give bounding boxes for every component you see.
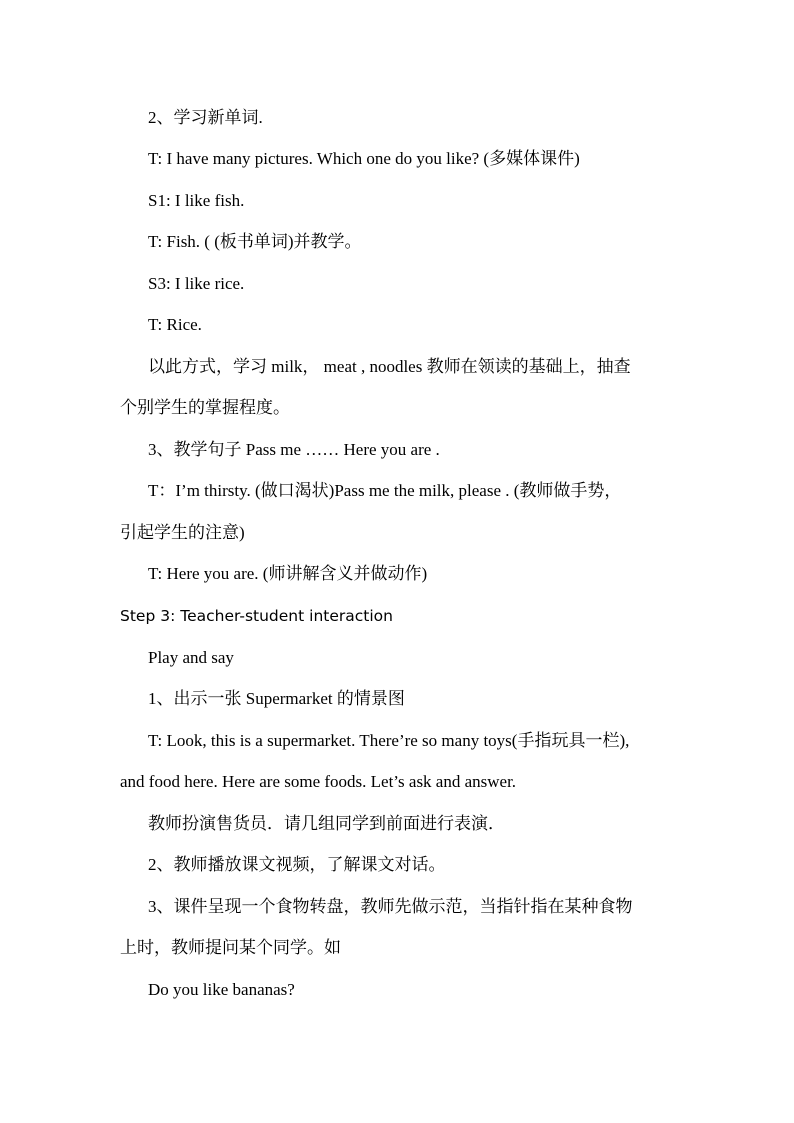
dialogue-line: T: Rice. (148, 315, 202, 334)
list-item: 3、课件呈现一个食物转盘，教师先做示范，当指针指在某种食物 (148, 897, 633, 916)
dialogue-line: S3: I like rice. (148, 274, 245, 293)
dialogue-line: T: Look, this is a supermarket. There’re so many toys(手指玩具一栏), (148, 731, 630, 750)
paragraph-line: 教师扮演售货员．请几组同学到前面进行表演． (148, 814, 505, 833)
list-item: 2、教师播放课文视频，了解课文对话。 (148, 855, 446, 874)
paragraph-line: and food here. Here are some foods. Let’s ask and answer. (120, 772, 517, 791)
dialogue-line: T: Fish. ( (板书单词)并教学。 (148, 232, 362, 251)
section-3-title: 3、教学句子 Pass me …… Here you are . (148, 440, 440, 459)
dialogue-line: T：I’m thirsty. (做口渴状)Pass me the milk, please . (教师做手势， (148, 481, 622, 500)
dialogue-line: S1: I like fish. (148, 191, 245, 210)
example-line: Do you like bananas? (148, 980, 295, 999)
section-2-title: 2、学习新单词. (148, 108, 263, 127)
step-heading: Step 3: Teacher-student interaction (120, 607, 393, 625)
list-item: 1、出示一张 Supermarket 的情景图 (148, 689, 405, 708)
subheading: Play and say (148, 648, 234, 667)
paragraph-line: 上时，教师提问某个同学。如 (120, 938, 341, 957)
dialogue-line: T: Here you are. (师讲解含义并做动作) (148, 564, 428, 583)
paragraph-line: 引起学生的注意) (120, 523, 245, 542)
paragraph-line: 以此方式，学习 milk， meat , noodles 教师在领读的基础上，抽查 (148, 357, 631, 376)
paragraph-line: 个别学生的掌握程度。 (120, 398, 290, 417)
dialogue-line: T: I have many pictures. Which one do you like? (多媒体课件) (148, 149, 580, 168)
